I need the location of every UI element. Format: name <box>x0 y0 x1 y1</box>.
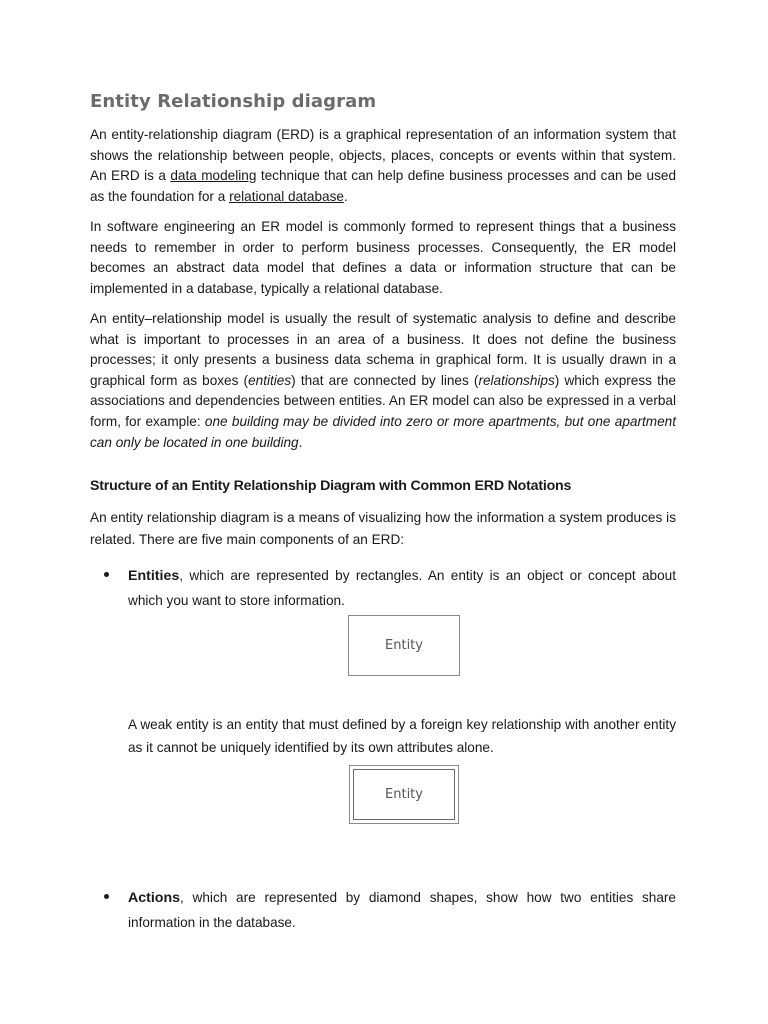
entity-rectangle-diagram <box>348 615 460 676</box>
weak-entity-label: Entity <box>385 787 423 802</box>
bullet-dot-icon <box>104 894 109 899</box>
intro-paragraph-3-a: An entity–relationship model is usually the result of systematic analysis to define and describe what is important to processes in an area of a business. It does not define the business processes; it only presents a business data schema in graphical form. It is usually drawn in a graphical form as boxes ( <box>90 311 676 388</box>
intro-paragraph-3 <box>90 309 676 453</box>
relationships-term: relationships <box>478 372 555 388</box>
section-intro-paragraph: An entity relationship diagram is a means of visualizing how the information a system produces is related. There are five main components of an ERD: <box>90 510 676 547</box>
weak-entity-double-rectangle-diagram <box>349 765 459 824</box>
data-modeling-link[interactable]: data modeling <box>170 168 257 184</box>
bullet-dot-icon <box>104 572 109 577</box>
entity-rectangle-label: Entity <box>385 638 423 653</box>
document-title: Entity Relationship diagram <box>90 91 377 112</box>
bullet-entities-text <box>128 564 676 612</box>
intro-paragraph-3-c: ) which express the associations and dependencies between entities. An ER model can also be expressed in a verbal form, for example: <box>90 372 676 429</box>
verbal-form-example: one building may be divided into zero or more apartments, but one apartment can only be located in one building <box>90 413 676 450</box>
bullet-actions-description: , which are represented by diamond shapes, show how two entities share information in the database. <box>128 890 676 930</box>
intro-paragraph-1-start: An entity-relationship diagram (ERD) is a graphical representation of an information system that shows the relationship between people, objects, places, concepts or events within that system. An ERD is a <box>90 127 676 184</box>
relational-database-link[interactable]: relational database <box>229 188 344 204</box>
weak-entity-paragraph: A weak entity is an entity that must defined by a foreign key relationship with another entity as it cannot be uniquely identified by its own attributes alone. <box>128 717 676 755</box>
entities-term: entities <box>248 372 292 388</box>
weak-entity-inner-rectangle <box>353 769 455 820</box>
section-heading: Structure of an Entity Relationship Diagram with Common ERD Notations <box>90 478 572 494</box>
intro-paragraph-3-b: ) that are connected by lines ( <box>291 372 479 388</box>
intro-paragraph-1-end: . <box>343 188 348 204</box>
bullet-entities-description: , which are represented by rectangles. An entity is an object or concept about which you want to store information. <box>128 568 676 608</box>
intro-paragraph-1 <box>90 125 676 207</box>
intro-paragraph-2: In software engineering an ER model is commonly formed to represent things that a business needs to remember in order to perform business processes. Consequently, the ER model becomes an abstract data model that defines a data or information structure that can be implemented in a database, typically a relational database. <box>90 219 676 296</box>
bullet-actions-term: Actions <box>128 890 181 906</box>
intro-paragraph-1-mid: technique that can help define business processes and can be used as the foundation for a <box>90 168 677 204</box>
intro-paragraph-3-end: . <box>298 434 303 450</box>
bullet-entities-term: Entities <box>128 568 180 584</box>
bullet-actions-text <box>128 886 676 934</box>
